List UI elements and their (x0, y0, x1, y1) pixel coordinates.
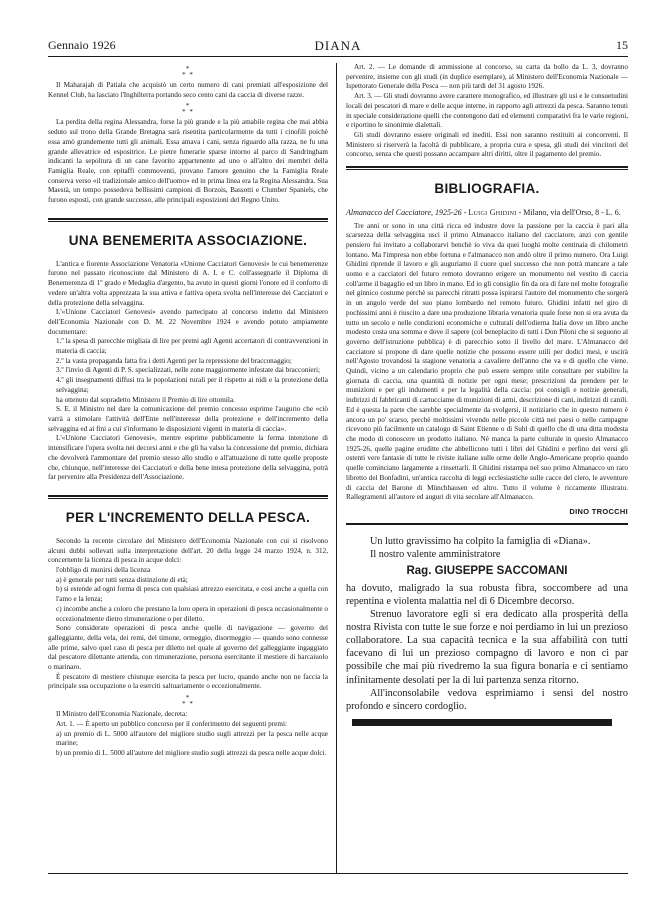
benemerita-paragraph: ha ottenuto dal sopradetto Ministero il Premio di lire ottomila. (56, 395, 235, 404)
bottom-rule (48, 873, 628, 874)
queen-alexandra-paragraph: La perdita della regina Alessandra, forse la più grande e la più amabile regina che mai abbia seduto sul trono della Grande Bretagna sarà risentita particolarmente da tutti i cinofili poichè essa amò grandemente tutti gli animali. Essa amava i cani, senza riguardo alla razza, ne fu una grande allevatrice ed espositrice. Le pietre funerarie sparse intorno al parco di Sandringham indicanti la sepoltura di un cane favorito appartenente ad uno o all'altro dei membri della Famiglia Reale, con epitaffi commoventi, provano l'amore genuino che la Famiglia Reale conserva verso «il tradizionale amico dell'uomo» ed in prima linea era la Regina Alessandra. Sua Maestà, un tempo possedeva bellissimi campioni di Borzois, Bassotti e Clumber Spaniels, che furono esposti, con grande successo, alle principali esposizioni del Regno Unito. (48, 118, 328, 205)
benemerita-title: UNA BENEMERITA ASSOCIAZIONE. (68, 232, 308, 248)
benemerita-list-item: 1.º la spesa di parecchie migliaia di lire per premi agli Agenti accertatori di contravvenzioni in materia di caccia; (56, 337, 328, 356)
section-rule (48, 221, 328, 222)
pesca-list-item: a) è generale per tutti senza distinzione di età; (56, 575, 188, 584)
benemerita-paragraph: S. E. il Ministro nel dare la comunicazione del premio concesso esprime l'augurio che «ciò varrà a stimolare l'attività dell'Ente nell'interesse della protezione e dell'incremento della selvaggina ed ai fini a cui s'informano le disposizioni vigenti in materia di caccia». (48, 405, 328, 433)
header-page-number: 15 (616, 38, 628, 52)
pesca-paragraph: È pescatore di mestiere chiunque esercita la pesca per lucro, quando anche non ne faccia la principale sua occupazione o la eserciti saltuariamente o eccezionalmente. (48, 672, 328, 691)
obituary-line: Un lutto gravissimo ha colpito la famiglia di «Diana». (370, 535, 591, 547)
asterism: * * * (182, 694, 194, 709)
benemerita-paragraph: L'«Unione Cacciatori Genovesi», mentre esprime pubblicamente la ferma intenzione di intensificare l'opera svolta nei decorsi anni e che gli ha valso la concessione del premio, dichiara che devolverà l'ammontare del premio stesso allo studio e all'attuazione di tutte quelle proposte che, chiunque, nell'interesse dei Cacciatori e della bene intesa protezione della selvaggina, potrà far pervenire alla Presidenza dell'Associazione. (48, 434, 328, 482)
obituary (346, 535, 628, 726)
pesca-paragraph: Sono considerate operazioni di pesca anche quelle di navigazione — governo del galleggiante, della vela, dei remi, del timone, ormeggio, disormeggio — quando sono connesse alle prime, salvo quel caso di pesca per diletto nel quale al governo del galleggiante ingaggiato dal pescatore dilettante attenda, con rimunerazione, persona esercitante il mestiere di barcaiuolo o marinaro. (48, 624, 328, 672)
pesca-paragraph: Il Ministro dell'Economia Nazionale, decreta: (56, 710, 188, 719)
book-place: Milano, via dell'Orso, 8 - L. 6. (523, 208, 621, 218)
obituary-text: All'inconsolabile vedova esprimiamo i sensi del nostro profondo e sincero cordoglio. (346, 687, 628, 712)
pesca-list-item: b) un premio di L. 5000 all'autore del migliore studio sugli attrezzi da pesca nelle acque dolci. (56, 748, 327, 757)
section-rule (346, 169, 628, 170)
pesca-title: PER L'INCREMENTO DELLA PESCA. (65, 509, 311, 525)
left-column (48, 63, 328, 759)
pesca-article: Gli studi dovranno essere originali ed inediti. Essi non saranno restituiti ai concorrenti. Il Ministero si riserverà la facoltà di pubblicare, a propria cura e spesa, gli studi dei vincitori del concorso, senza che questi possano accampare altri diritti, oltre il pagamento del premio. (346, 130, 628, 159)
asterism: * * * (182, 65, 194, 79)
section-rule (48, 495, 328, 497)
book-author: Luigi Ghidini (468, 208, 517, 218)
section-rule (48, 498, 328, 499)
obituary-line: Il nostro valente amministratore (370, 548, 501, 560)
pesca-paragraph: l'obbligo di munirsi della licenza (56, 566, 151, 575)
right-column (346, 63, 628, 726)
benemerita-paragraph: L'antica e fiorente Associazione Venatoria «Unione Cacciatori Genovesi» le cui benemerenze furono nel passato riconosciute dal Ministero di A. I. e C. coll'assegnarle il Diploma di Benemerenza di 1º grado e Medaglia d'argento, ha avuto in questi giorni l'onore ed il conforto di vedere un'altra volta apprezzata la sua attiva e fattiva opera svolta nell'interesse dei Cacciatori e della protezione della selvaggina. (48, 259, 328, 307)
obituary-name: Rag. GIUSEPPE SACCOMANI (406, 564, 568, 577)
pesca-list-item: b) si estende ad ogni forma di pesca con qualsiasi attrezzo esercitata, e così anche a quella con l'amo e la lenza; (56, 585, 328, 604)
review-signature: DINO TROCCHI (569, 506, 628, 516)
obituary-text: Strenuo lavoratore egli si era dedicato alla prosperità della nostra Rivista con tutte le sue forze e noi perdiamo in lui un prezioso collaboratore. La sua capacità tecnica e la sua affabilità con tutti facevano di lui un prezioso compagno di lavoro e non ci par possibile che mai più rivedremo la sua figura bonaria e ci sentiamo infinitamente desolati per la di lui partenza senza ritorno. (346, 609, 628, 686)
header-magazine-title: DIANA (314, 38, 362, 53)
section-rule (48, 218, 328, 220)
benemerita-paragraph: L'«Unione Cacciatori Genovesi» avendo partecipato al concorso indetto dal Ministero dell'Economia Nazionale con D. M. 22 Novembre 1924 e avendo potuto ampiamente documentare: (48, 308, 328, 336)
benemerita-list-item: 2.º la vasta propaganda fatta fra i detti Agenti per la repressione del bracconaggio; (56, 356, 292, 365)
maharajah-paragraph: Il Maharajah di Patiala che acquistò un certo numero di cani premiati all'esposizione del Kennel Club, ha lasciato l'Inghilterra portando seco cento cani da caccia di diverse razze. (48, 81, 328, 99)
section-rule (346, 166, 628, 168)
benemerita-list-item: 3.º l'invio di Agenti di P. S. specializzati, nelle zone maggiormente infestate dai bracconieri; (56, 366, 320, 375)
page-header (48, 38, 628, 54)
mourning-bar (352, 719, 612, 726)
book-title: Almanacco del Cacciatore, 1925-26 (346, 208, 462, 218)
review-text: Tre anni or sono in una città ricca ed industre dove la passione per la caccia è pari alla scarsezza della selvaggina usci il primo Almanacco italiano del cacciatore, anzi con gentile pensiero fui invitato a collaborarvi benchè io viva da quei luoghi molte centinaia di chilometri lontano. Ma l'impresa non ebbe fortuna e l'almanacco non andò oltre il primo numero. Ora Luigi Ghidini riprende il lavoro e gli auguriamo il cuore quel successo che non potrà mancare a tale uomo e a cacciatori del futuro remoto dovranno erigere un monumento nel vestito di caccia coll'arme il bagaglio ed un libro in mano. Ed io gli consiglio fin da ora di fare nel molte fotografie nel ginnico costume perchè su parecchi ritratti possa ispirarsi l'autore del monumento che sorgerà in un angolo verde del suo piano lombardo nel remoto futuro. Ghidini infatti nel giro di pochissimi anni è riuscito a dare una produzione libraria venatoria quale forse non si era avuta da tutto un secolo e nelle condizioni economiche e culturali dell'odierna Italia dove un libro anche modesto costa una somma e dove il sapere (col beneplacito di tutti i Don Piloni che si seguono al governo dell'istruzione pubblica) è di parecchio sotto il livello del mare. L'Almanacco del cacciatore si propone di dare quelle notizie che possono essere utili per dodici mesi, e uscirà nell'Agosto trovandosi la stagione venatoria a cavaliere dell'anno che va e di quello che viene. Quindi, vicino a un calendario proprio che può essere sempre utile consultare per stabilire la giornata di caccia, una quantità di notizie per ogni mese; prescrizioni da prendere per le munizioni e per gli indumenti e per la legalità della caccia: poi consigli e notizie generali, indirizzi di fabbricanti di cartucciame di munizioni di armi, descrizione di cani, indirizzi di canili. Ed è questa la parte che sarebbe specialmente da svolgersi, il notiziario che in questo numero è ancora un po' scarso, perchè moltissimi vivendo nelle piccole città nei paesi o nelle campagne ricevono più facilmente un catalogo di Saint Etienne o di Suhl di quello che di una ditta modesta che modo di conoscere un prodotto italiano. Nè manca la parte culturale in questo Almanacco 1925-26, quelle pagine eruditte che abbellicono tutti i libri del Ghidini e perfino dei versi gli ostenti vere fantasie di tutte le riviste italiane sulle orme delle Anglo-Americane proprio quando quelle cominciano largamente a rinsettarli. Il Ghidini ristampa nel suo primo Almanacco un raro libretto del Bonfadini, un'antica raccolta di leggi ecclesiastiche sulle cacce del clero, le avventure di caccia del Barone di Münchhausen ed altro. Tutto il volume è riccamente illustrato. Rallegramenti all'autore ed auguri di vita secolare all'Almanacco. (346, 221, 628, 502)
column-divider (336, 63, 337, 873)
pesca-list-item: a) un premio di L. 5000 all'autore del migliore studio sugli attrezzi per la pesca nelle acque marine; (56, 729, 328, 748)
asterism: * * * (182, 102, 194, 117)
header-rule (48, 56, 628, 57)
header-date: Gennaio 1926 (48, 38, 116, 52)
pesca-article: Art. 2. — Le domande di ammissione al concorso, su carta da bollo da L. 3, dovranno pervenire, insieme con gli studi (in duplice esemplare), al Ministero dell'Economia Nazionale — Ispettorato Generale della Pesca — non più tardi del 31 agosto 1926. (346, 63, 628, 91)
obituary-text: ha dovuto, maligrado la sua robusta fibra, soccombere ad una repentina e violenta malattia nel dì 6 Dicembre decorso. (346, 582, 628, 607)
benemerita-list-item: 4.º gli insegnamenti diffusi tra le popolazioni rurali per il rispetto ai nidi e la protezione della selvaggina; (56, 376, 328, 394)
book-reference: Almanacco del Cacciatore, 1925-26 - Luigi Ghidini - Milano, via dell'Orso, 8 - L. 6. (346, 208, 621, 218)
pesca-paragraph: Secondo la recente circolare del Ministero dell'Economia Nazionale con cui si risolvono alcuni dubbi sollevati sulla interpretazione dell'art. 20 della legge 24 marzo 1924, n. 312, concernente la licenza di pesca in acque dolci: (48, 536, 328, 565)
bibliografia-title: BIBLIOGRAFIA. (434, 181, 540, 197)
pesca-list-item: c) incombe anche a coloro che prestano la loro opera in operazioni di pesca occasionalmente o eccezionalmente dietro rimunerazione o per diletto. (56, 604, 328, 623)
pesca-article: Art. 3. — Gli studi dovranno avere carattere monografico, ed illustrare gli usi e le consuetudini locali dei pescatori di mare e delle acque interne, in rapporto agli attrezzi da pesca. Saranno tenuti in speciale considerazione quelli che contengono dati ed elementi comparativi fra le varie regioni, e riportino le sinonimie dialettali. (346, 92, 628, 130)
pesca-paragraph: Art. 1. — È aperto un pubblico concorso per il conferimento dei seguenti premi: (56, 719, 287, 728)
